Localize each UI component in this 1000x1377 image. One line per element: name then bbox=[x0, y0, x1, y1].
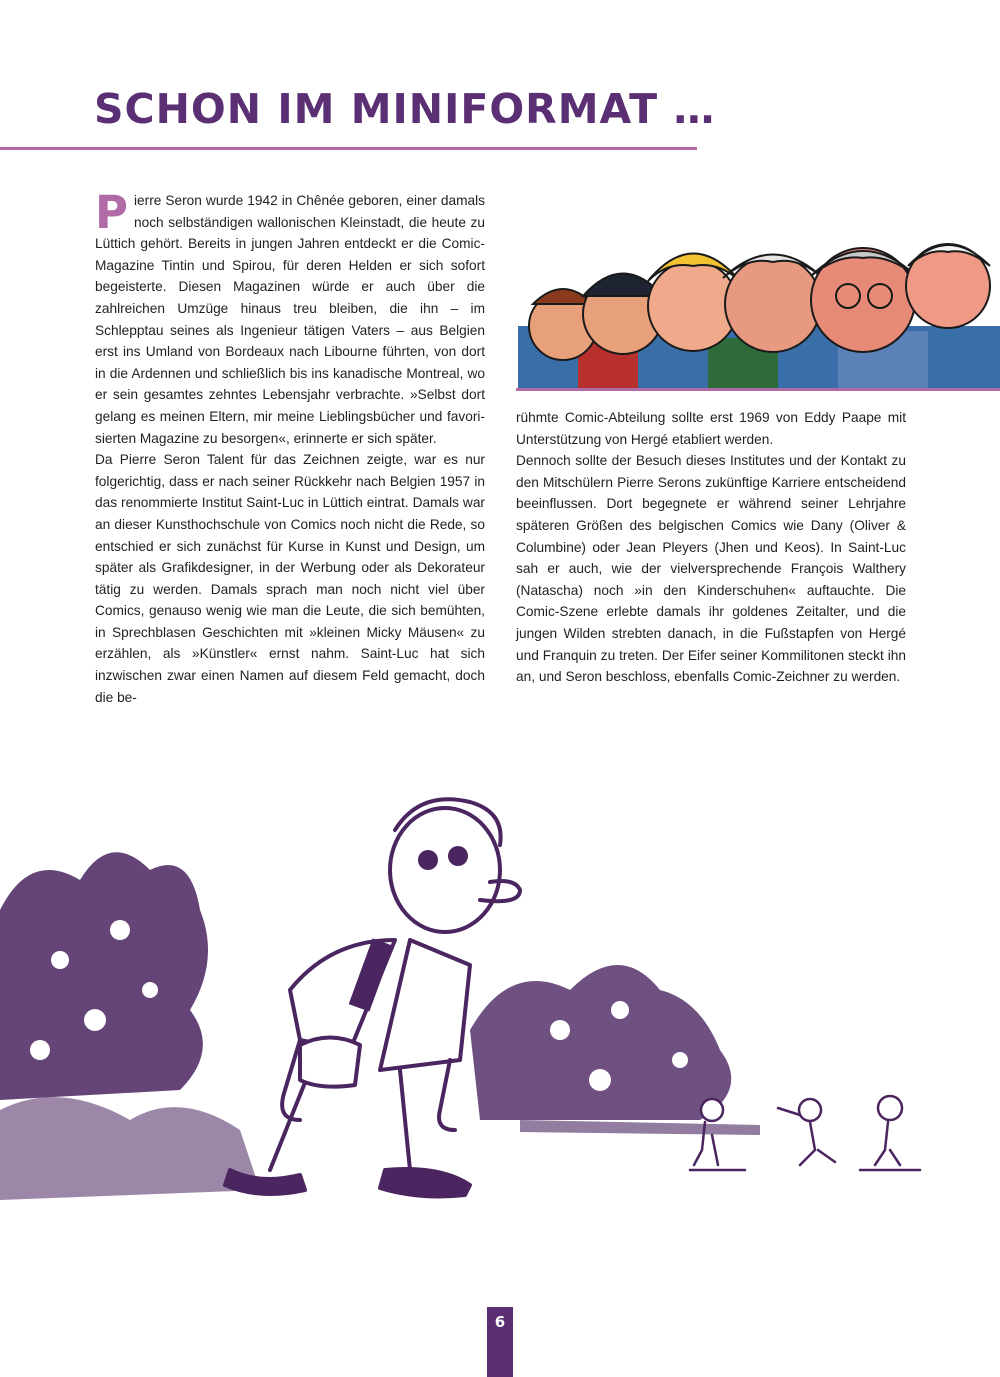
article-column-left bbox=[95, 186, 485, 708]
illustration-divider bbox=[516, 388, 1000, 391]
paragraph: rühmte Comic-Abteilung sollte erst 1969 von Eddy Paape mit Unterstützung von Hergé etabliert werden. bbox=[516, 410, 906, 447]
paragraph: Da Pierre Seron Talent für das Zeichnen zeigte, war es nur folgerichtig, dass er nach seiner Rückkehr nach Belgien 1957 in das renommierte Institut Saint-Luc in Lüttich eintrat. Damals war an dieser Kunsthochschule von Comics noch nicht die Rede, so entschied er sich zunächst für Kurse in Kunst und Design, um später als Grafikdesigner, in der Werbung oder als Dekorateur tätig zu werden. Damals sprach man noch nicht viel über Comics, genauso wenig wie man die Leute, die sich bemühten, in Sprechblasen Geschichten mit »kleinen Micky Mäusen« zu erzählen, als »Künstler« ernst nahm. Saint-Luc hat sich inzwischen zwar einen Namen auf diesem Feld gemacht, doch die be- bbox=[95, 452, 485, 705]
page-number: 6 bbox=[487, 1307, 513, 1377]
comic-heads-illustration bbox=[518, 226, 1000, 391]
paragraph: ierre Seron wurde 1942 in Chênée geboren, einer damals noch selbständigen wallonischen Kleinstadt, die heute zu Lüttich gehört. Bereits in jungen Jahren entdeckt er die Comic-Magazine Tintin und Spirou, für deren Helden er sich sofort begeisterte. Diesen Magazinen würde er auch über die zahlreichen Umzüge hinaus treu bleiben, die ihn – im Schlepptau seines als Ingenieur tätigen Vaters – aus Belgien erst ins Umland von Bordeaux nach Libourne führten, von dort in die Ardennen und schließlich bis ins kanadische Montreal, wo er sein gesamtes zehntes Lebensjahr verbrachte. »Selbst dort gelang es meinen Eltern, mir meine Lieblingsbücher und favorisierten Magazine zu besorgen«, erinnerte er sich später. bbox=[95, 193, 485, 446]
boy-walking-illustration bbox=[0, 790, 1000, 1230]
page-title: SCHON IM MINIFORMAT … bbox=[94, 85, 716, 133]
title-divider bbox=[0, 147, 697, 150]
paragraph: Dennoch sollte der Besuch dieses Institutes und der Kontakt zu den Mitschülern Pierre Serons zukünftige Karriere entscheidend beeinflussen. Dort begegnete er während seiner Lehrjahre späteren Größen des belgischen Comics wie Dany (Oliver & Columbine) oder Jean Pleyers (Jhen und Keos). In Saint-Luc sah er auch, wie der vielversprechende François Walthery (Natascha) noch »in den Kinderschuhen« auftauchte. Die Comic-Szene erlebte damals ihr goldenes Zeitalter, und die jungen Wilden strebten danach, in die Fußstapfen von Hergé und Franquin zu treten. Der Eifer seiner Kommilitonen steckt ihn an, und Seron beschloss, ebenfalls Comic-Zeichner zu werden. bbox=[516, 453, 906, 685]
article-column-right bbox=[516, 407, 906, 688]
drop-cap: P bbox=[95, 186, 128, 239]
